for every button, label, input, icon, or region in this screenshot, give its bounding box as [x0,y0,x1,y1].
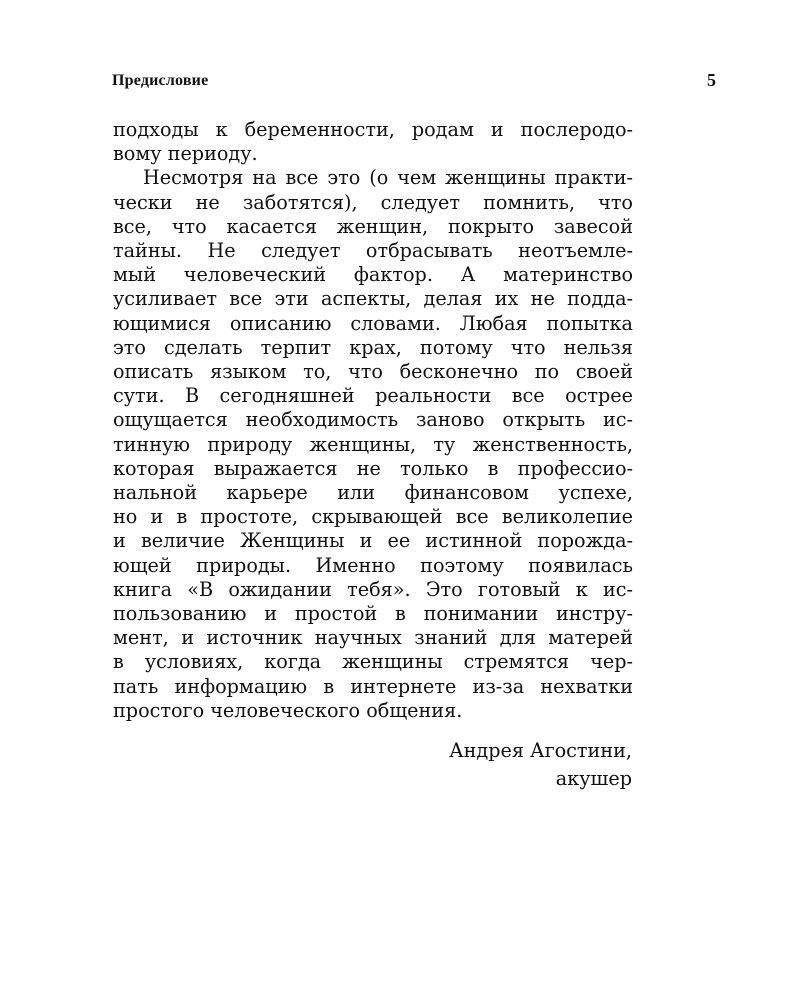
text-line: книга «В ожидании тебя». Это готовый к ис- [113,577,633,601]
text-line: ощущается необходимость заново открыть ис- [113,408,633,432]
text-line: простого человеческого общения. [113,698,463,722]
signature [449,737,632,793]
text-line: мент, и источник научных знаний для матерей [113,626,633,650]
signature-name: Андрея Агостини, [449,739,632,762]
text-line: которая выражается не только в профессио- [113,456,633,480]
text-line: тайны. Не следует отбрасывать неотъемле- [113,239,633,263]
text-line: пать информацию в интернете из-за нехватки [113,674,633,698]
signature-role: акушер [555,767,632,790]
text-line: но и в простоте, скрывающей все великолепие [113,505,633,529]
text-line: вому периоду. [113,142,258,166]
text-line: тинную природу женщины, ту женственность, [113,432,633,456]
text-line: подходы к беременности, родам и послеродо- [113,118,633,141]
text-line: и величие Женщины и ее истинной порожда- [113,529,633,553]
text-line: ющей природы. Именно поэтому появилась [113,553,633,577]
text-line: это сделать терпит крах, потому что нельзя [113,335,633,359]
body-text [113,118,633,723]
page-number: 5 [707,70,716,90]
text-line: нальной карьере или финансовом успехе, [113,481,633,505]
text-line: ющимися описанию словами. Любая попытка [113,311,633,335]
text-line: пользованию и простой в понимании инстру- [113,602,633,626]
text-line: усиливает все эти аспекты, делая их не подда- [113,287,633,311]
paragraph [113,166,633,723]
text-line: сути. В сегодняшней реальности все острее [113,384,633,408]
text-line: в условиях, когда женщины стремятся чер- [113,650,633,674]
text-line: описать языком то, что бесконечно по своей [113,360,633,384]
text-line: чески не заботятся), следует помнить, что [113,190,633,214]
text-line: все, что касается женщин, покрыто завесой [113,214,633,238]
text-line: мый человеческий фактор. А материнство [113,263,633,287]
paragraph [113,118,633,166]
running-head: Предисловие [112,72,209,89]
text-line: Несмотря на все это (о чем женщины практи- [143,166,633,190]
